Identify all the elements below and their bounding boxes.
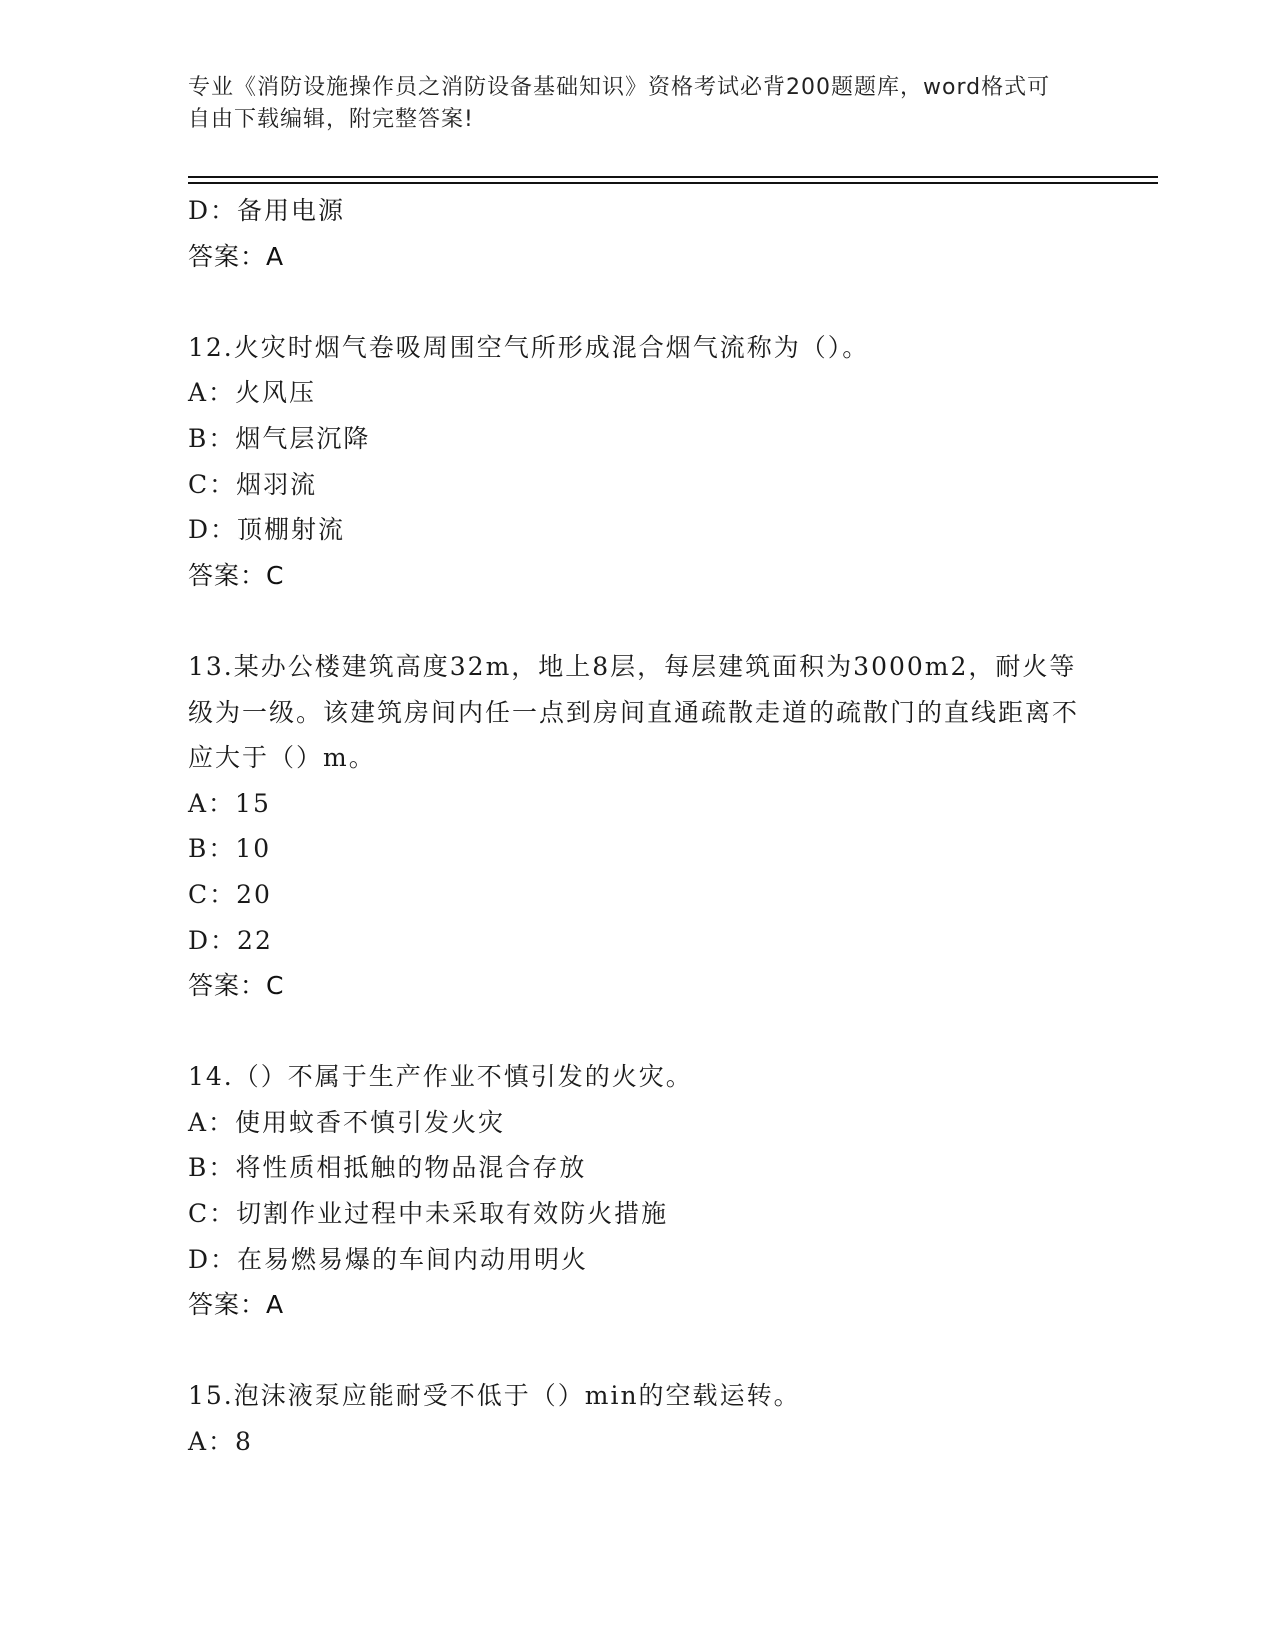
page-header: 专业《消防设施操作员之消防设备基础知识》资格考试必背200题题库，word格式可自由下载编辑，附完整答案! [188,75,1051,132]
question-list [188,188,1088,1465]
option-a: A：火风压 [188,378,317,408]
question-text: 15.泡沫液泵应能耐受不低于（）min的空载运转。 [188,1381,801,1411]
answer: 答案：A [188,1290,285,1320]
header-divider-bottom [188,182,1158,184]
prev-option-d: D：备用电源 [188,196,346,225]
spacer [188,1328,1088,1374]
spacer [188,279,1088,325]
option-b: B：10 [188,834,272,864]
option-c: C：20 [188,879,272,909]
option-a: A：使用蚊香不慎引发火灾 [188,1107,506,1137]
option-c: C：烟羽流 [188,469,318,499]
prev-answer: 答案：A [188,241,285,271]
option-d: D：22 [188,925,273,955]
question-text: 12.火灾时烟气卷吸周围空气所形成混合烟气流称为（）。 [188,332,870,362]
option-b: B：烟气层沉降 [188,423,371,453]
option-a: A：15 [188,788,271,818]
question-text: 14.（）不属于生产作业不慎引发的火灾。 [188,1062,693,1092]
question-15 [188,1373,1088,1464]
spacer [188,1009,1088,1055]
question-13 [188,644,1088,1009]
question-text: 13.某办公楼建筑高度32m，地上8层，每层建筑面积为3000m2，耐火等级为一级。该建筑房间内任一点到房间直通疏散走道的疏散门的直线距离不应大于（）m。 [188,651,1080,773]
answer: 答案：C [188,560,285,590]
spacer [188,598,1088,644]
answer: 答案：C [188,971,285,1001]
option-d: D：在易燃易爆的车间内动用明火 [188,1244,589,1274]
option-a: A：8 [188,1427,253,1457]
option-b: B：将性质相抵触的物品混合存放 [188,1153,587,1183]
option-d: D：顶棚射流 [188,515,346,545]
option-c: C：切割作业过程中未采取有效防火措施 [188,1199,669,1229]
question-12 [188,325,1088,599]
question-14 [188,1054,1088,1328]
header-divider-top [188,176,1158,178]
